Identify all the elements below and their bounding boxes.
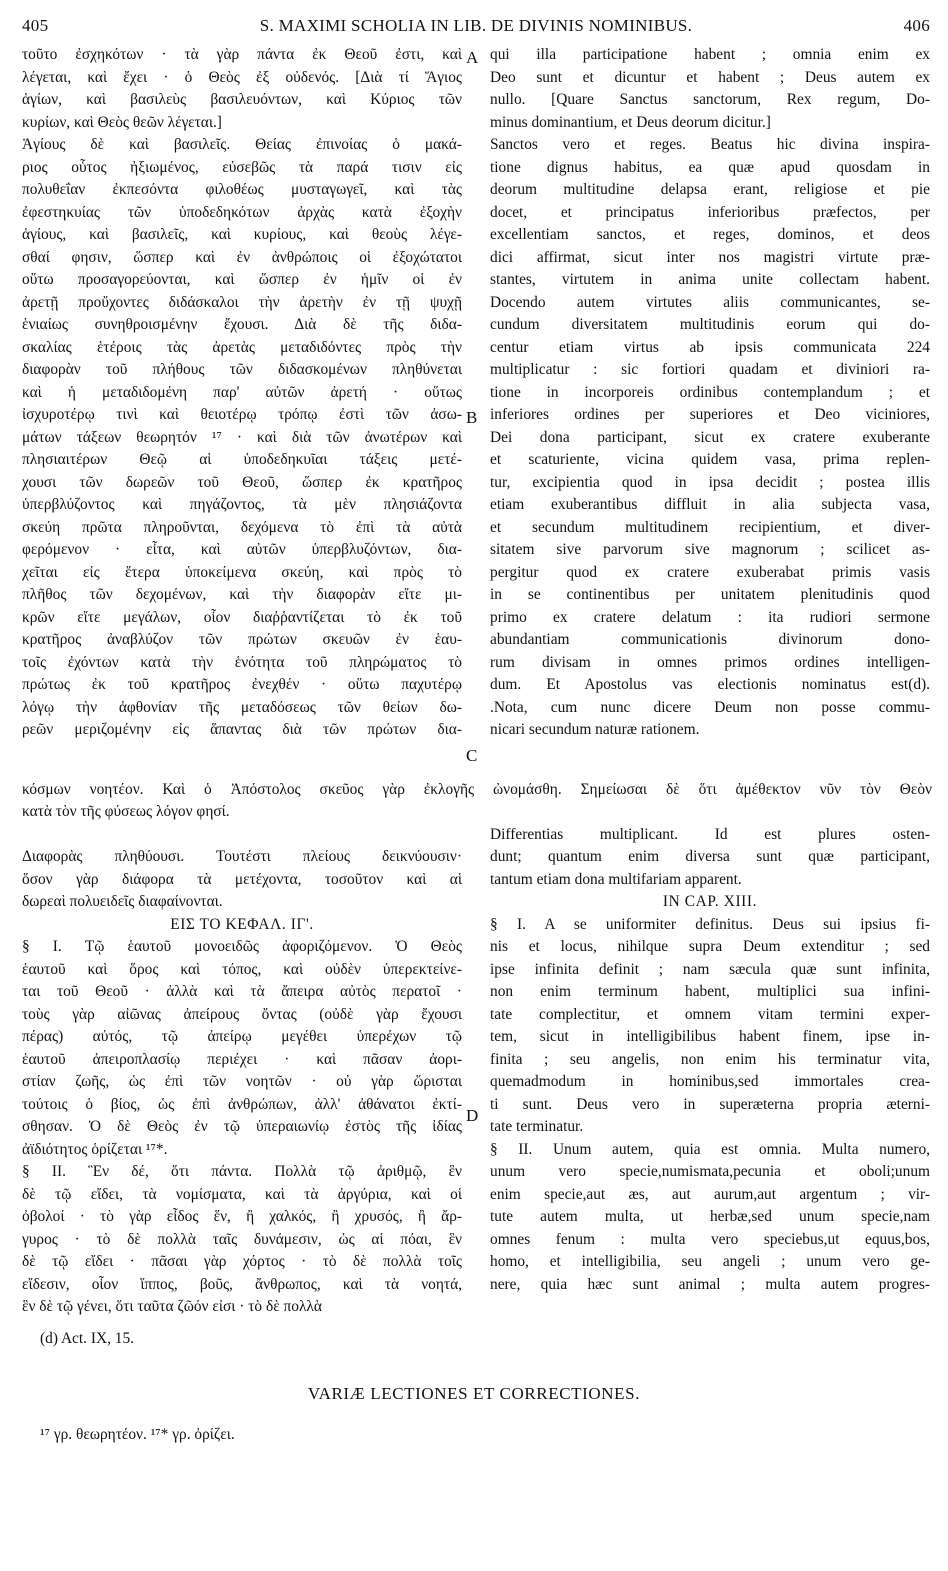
latin-top-line: etiam exuberantibus diffluit in alia subjecta vasa, — [490, 496, 930, 513]
greek-top-line: φερόμενον · εἶτα, καὶ αὐτῶν ὑπερβλυζόντων, δια- — [22, 541, 462, 558]
greek-top-line: διαφορὰν τοῦ πλήθους τῶν διδασκομένων πληθύνεται — [22, 361, 462, 378]
greek-top-line: ἐφεστηκυίας τῶν ὑποδεδηκότων ἀρχὰς κατὰ ἐξοχὴν — [22, 203, 462, 221]
latin-bottom-line: tate complectitur, et omnem vitam termini exper- — [490, 1005, 930, 1023]
greek-top-line: κρατῆρος ἀναβλύζον τῶν πρώτων σκευῶν ἐν ἑαυ- — [22, 631, 462, 648]
greek-top-line: λόγῳ τὴν ἀφθονίαν τῆς μεταδόσεως τῶν θείων δω- — [22, 698, 462, 716]
variae-lectiones-heading: VARIÆ LECTIONES ET CORRECTIONES. — [307, 1384, 641, 1403]
greek-top-line: πλησιαιτέρων Θεῷ αἱ ὑποδεδηκυῖαι τάξεις μετέ- — [22, 451, 462, 468]
greek-top-line: ἁγίων, καὶ βασιλεὺς βασιλευόντων, καὶ Κύριος τῶν — [22, 91, 462, 108]
greek-bottom-line: ἑαυτοῦ ἀπειροπλασίῳ περιέχει · καὶ πᾶσαν ἀορι- — [22, 1050, 462, 1068]
running-title: S. MAXIMI SCHOLIA IN LIB. DE DIVINIS NOMINIBUS. — [259, 16, 693, 35]
latin-bottom-line: Differentias multiplicant. Id est plures osten- — [490, 825, 930, 843]
latin-top-line: centur etiam virtus ab ipsis communicata 224 — [490, 338, 930, 356]
latin-top-line: Dei dona participant, sicut ex cratere exuberante — [490, 428, 930, 446]
latin-top-line: qui illa participatione habent ; omnia enim ex — [490, 46, 930, 63]
greek-bottom-line: Διαφορὰς πληθύουσι. Τουτέστι πλείους δεικνύουσιν· — [22, 848, 462, 865]
greek-top-line: χουσι τῶν δωρεῶν τοῦ Θεοῦ, ὥσπερ ἐκ κρατῆρος — [22, 473, 462, 491]
latin-column-top — [490, 44, 930, 742]
latin-top-line: Deo sunt et dicuntur et habent ; Deus autem ex — [490, 68, 930, 86]
greek-top-line: χεῖται εἰς ἕτερα ὑποκείμενα σκεύη, καὶ πρὸς τὸ — [22, 563, 462, 581]
latin-top-line: dum. Et Apostolus vas electionis nominatus est(d). — [490, 676, 930, 693]
latin-top-line: pergitur quod ex cratere exuberabat primis vasis — [490, 563, 930, 581]
greek-bottom-line: ΕΙΣ ΤΟ ΚΕΦΑΛ. ΙΓ'. — [170, 915, 314, 933]
greek-top-line: πλῆθος τῶν δεχομένων, καὶ τὴν διαφορὰν εἴτε μι- — [22, 586, 462, 603]
latin-top-line: et scaturiente, vicina quidem vasa, prima replen- — [490, 451, 930, 468]
latin-top-line: nullo. [Quare Sanctus sanctorum, Rex regum, Do- — [490, 91, 930, 108]
page-number-right: 406 — [903, 16, 930, 35]
greek-bottom-line — [22, 824, 462, 847]
latin-bottom-line: ipse infinita definit ; nam sæcula quæ sunt infinita, — [490, 960, 930, 978]
greek-bottom-line: σθησαν. Ὁ δὲ Θεὸς ἐν τῷ ὑπεραιωνίῳ ἐστὸς τῆς ἰδίας — [22, 1118, 462, 1135]
latin-top-line: tur, excipientia quod in ipsa decidit ; postea illis — [490, 473, 930, 491]
greek-bottom-line: § II. Ἓν δέ, ὅτι πάντα. Πολλὰ τῷ ἀριθμῷ, ἓν — [22, 1163, 462, 1180]
footnote: (d) Act. IX, 15. — [40, 1330, 135, 1347]
greek-bottom-line: ὅσον γὰρ διάφορα τὰ μετέχοντα, τοσοῦτον καὶ αἱ — [22, 870, 462, 888]
latin-top-line: .Nota, cum nunc dicere Deum non posse commu- — [490, 698, 930, 716]
latin-top-line: tione in incorporeis ordinibus contemplandum ; et — [490, 383, 930, 401]
section-marker-c: C — [466, 746, 478, 765]
greek-bottom-line: δὲ τῷ εἴδει, τὰ νομίσματα, καὶ τὰ ἀργύρια, καὶ οἱ — [22, 1185, 462, 1203]
latin-bottom-line: tute autem multa, ut herbæ,sed unum specie,nam — [490, 1208, 930, 1225]
greek-top-line: ἀρετῇ προὔχοντες διδάσκαλοι τὴν ἀρετὴν ἐν τῇ ψυχῇ — [22, 293, 462, 311]
greek-bottom-line: κατὰ τὸν τῆς φύσεως λόγον φησί. — [22, 803, 230, 820]
greek-top-line: καὶ ἡ μεταδιδομένη παρ' αὐτῶν ἀρετή · οὕτως — [22, 383, 462, 401]
latin-top-line: et secundum multitudinem recipientium, et diver- — [490, 518, 930, 536]
latin-top-line: deorum multitudine delapsa erant, religiose et pie — [490, 181, 930, 198]
greek-bottom-line: τοὺς γὰρ αἰῶνας ἀπείρους ὄντας (οὐδὲ γὰρ ἔχουσι — [22, 1005, 462, 1023]
latin-bottom-line: tem, sicut in intelligibilibus habent finem, ipse in- — [490, 1028, 930, 1045]
greek-top-line: σκαλίας ἑτέροις τὰς ἀρετὰς μεταδιδόντες πρὸς τὴν — [22, 338, 462, 356]
greek-top-line: κρῶν εἴτε μεγάλων, οἷον διαῤῥαντίζεται τὸ ἐκ τοῦ — [22, 608, 462, 626]
greek-bottom-line: ἓν δὲ τῷ γένει, ὅτι ταῦτα ζῶόν εἰσι · τὸ δὲ πολλὰ — [22, 1298, 322, 1315]
greek-bottom-line: ὀβολοί · τὸ γὰρ εἶδος ἕν, ἢ χαλκός, ἢ χρυσός, ἢ ἄρ- — [22, 1208, 462, 1225]
greek-top-line: ἁγίους, καὶ βασιλεῖς, καὶ κυρίους, καὶ θεοὺς λέγε- — [22, 226, 462, 243]
greek-top-line: μάτων τάξεων θεωρητόν ¹⁷ · καὶ διὰ τῶν ἀνωτέρων καὶ — [22, 428, 462, 446]
latin-bottom-line: finita ; seu angelis, non enim his terminatur vita, — [490, 1050, 930, 1068]
latin-top-line: multiplicatur : sic fortiori quadam et diviniori ra- — [490, 361, 930, 378]
latin-top-line: Docendo autem virtutes aliis communicantes, se- — [490, 293, 930, 311]
page-number-left: 405 — [22, 16, 49, 35]
greek-top-line: πολυθεΐαν ἐκπεσόντα φιλοθέως μυσταγωγεῖ, καὶ τὰς — [22, 181, 462, 198]
section-marker-d: D — [466, 1106, 479, 1125]
latin-top-line: nicari secundum naturæ rationem. — [490, 721, 700, 738]
latin-top-line: excellentiam sanctos, et reges, dominos, et deos — [490, 226, 930, 243]
latin-top-line: sitatem sive parvorum sive magnorum ; scilicet as- — [490, 541, 930, 558]
latin-bottom-line: tate terminatur. — [490, 1118, 584, 1135]
greek-top-line: Ἁγίους δὲ καὶ βασιλεῖς. Θείας ἐπινοίας ὁ μακά- — [22, 136, 462, 153]
greek-top-line: πρώτως ἐκ τοῦ κρατῆρος ἐνεχθέν · οὕτω παχυτέρῳ — [22, 676, 462, 693]
latin-top-line: in se continentibus per unitatem plenitudinis quod — [490, 586, 930, 603]
latin-bottom-line: homo, et intelligibilia, seu angeli ; unum vero ge- — [490, 1253, 930, 1270]
latin-bottom-line: nis et locus, nihilque supra Deum extenditur ; sed — [490, 938, 930, 955]
greek-top-line: ἑνιαίως συνηθροισμένην ἔχουσι. Διὰ δὲ τῆς διδα- — [22, 316, 462, 333]
latin-top-line: abundantiam communicationis divinorum dono- — [490, 631, 930, 648]
latin-bottom-line: § I. A se uniformiter definitus. Deus sui ipsius fi- — [490, 915, 930, 933]
greek-bottom-line: ἀϊδιότητος ὁρίζεται ¹⁷*. — [22, 1140, 168, 1158]
greek-top-line: κυρίων, καὶ Θεὸς θεῶν λέγεται.] — [22, 113, 222, 131]
greek-bottom-line: εἴδεσιν, οἷον ἵππος, βοῦς, ἄνθρωπος, καὶ τὰ νοητά, — [22, 1275, 462, 1293]
greek-top-line: ρεῶν μεριζομένην εἰς ἅπαντας διὰ τῶν πρώτων δια- — [22, 721, 462, 738]
latin-top-line: rum divisam in omnes primos ordines intelligen- — [490, 653, 930, 671]
latin-bottom-line: omnes fenum : multa vero speciebus,ut equus,bos, — [490, 1230, 930, 1248]
latin-top-line: primo ex cratere delatum : ita rudiori sermone — [490, 608, 930, 626]
greek-bottom-line: § I. Τῷ ἑαυτοῦ μονοειδῶς ἀφοριζόμενον. Ὁ Θεὸς — [22, 938, 462, 955]
section-marker-b: B — [466, 408, 478, 427]
greek-top-line: τοῦτο ἐσχηκότων · τὰ γὰρ πάντα ἐκ Θεοῦ ἐστι, καὶ — [22, 46, 462, 63]
greek-bottom-line: τούτοις ὁ βίος, ὡς ἐπὶ ἀνθρώπων, ἀλλ' ἀθάνατοι ἐκτί- — [22, 1095, 462, 1113]
greek-top-line: ἰσχυροτέρῳ τινὶ καὶ θειοτέρῳ τρόπῳ ἐστὶ τῶν ἀσω- — [22, 406, 462, 423]
greek-top-line: σθαί φησιν, ὥσπερ καὶ ἐν ἀνθρώποις οἱ ἐξοχώτατοι — [22, 248, 462, 266]
greek-bottom-line: ἑαυτοῦ καὶ ὅρος καὶ τόπος, καὶ οὐδὲν ὑπερεκτείνε- — [22, 960, 462, 978]
page-header — [22, 16, 930, 42]
latin-top-line: minus dominantium, et Deus deorum dicitur.] — [490, 113, 771, 131]
greek-top-line: λέγεται, καὶ ἔχει · ὁ Θεὸς ἐξ οὐδενός. [Διὰ τί Ἅγιος — [22, 68, 462, 86]
latin-top-line: cundum diversitatem multitudinis eorum qui do- — [490, 316, 930, 333]
latin-top-line: inferiores ordines per superiores et Deo viciniores, — [490, 406, 930, 423]
latin-bottom-line: ti sunt. Deus vero in superæterna propria æterni- — [490, 1095, 930, 1113]
greek-bottom-line: πέρας) αὐτός, τῷ ἀπείρῳ μεγέθει ὑπερέχων τῷ — [22, 1028, 462, 1045]
spanning-line: κόσμων νοητέον. Καὶ ὁ Ἀπόστολος σκεῦος γὰρ ἐκλογῆς ὠνομάσθη. Σημείωσαι δὲ ὅτι ἀμέθεκτον νῦν τὸν Θεὸν — [22, 781, 932, 798]
latin-bottom-line: dunt; quantum enim diversa sunt quæ participant, — [490, 848, 930, 865]
greek-column-top — [22, 44, 462, 742]
greek-column-bottom — [22, 801, 462, 1319]
latin-bottom-line — [490, 801, 930, 824]
greek-bottom-line: δωρεαὶ πολυειδεῖς διαφαίνονται. — [22, 893, 223, 910]
greek-top-line: οὕτω προσαγορεύονται, καὶ ὥσπερ ἐν ἡμῖν οἱ ἐν — [22, 271, 462, 288]
latin-bottom-line: non enim terminum habent, multiplici sua infini- — [490, 983, 930, 1000]
latin-top-line: tione dignus habitus, ea quæ apud quosdam in — [490, 158, 930, 176]
latin-bottom-line: nere, quia hæc sunt animal ; multa autem progres- — [490, 1275, 930, 1293]
latin-top-line: docet, et principatus inferioribus præfectos, per — [490, 203, 930, 221]
greek-top-line: τοῖς ἐχόντων κατὰ τὴν ἑνότητα τοῦ πληρώματος τὸ — [22, 653, 462, 671]
latin-top-line: stantes, virtutem in anima unite collectam habent. — [490, 271, 930, 288]
latin-bottom-line: IN CAP. XIII. — [662, 893, 758, 910]
section-marker-a: A — [466, 48, 479, 67]
greek-bottom-line: στίαν ζωῆς, ὡς ἐπὶ τῶν νοητῶν · οὐ γὰρ ὥρισται — [22, 1073, 462, 1090]
greek-bottom-line: ται τοῦ Θεοῦ · ἀλλὰ καὶ τὰ ἄπειρα αὐτὸς περατοῖ · — [22, 983, 462, 1000]
greek-bottom-line: γυρος · τὸ δὲ πολλὰ ταῖς δυνάμεσιν, ὡς αἱ πόαι, ἓν — [22, 1230, 462, 1248]
latin-bottom-line: quemadmodum in hominibus,sed immortales crea- — [490, 1073, 930, 1090]
variae-lectiones-readings: ¹⁷ γρ. θεωρητέον. ¹⁷* γρ. ὀρίζει. — [40, 1426, 235, 1443]
greek-top-line: ὑπερβλύζοντος καὶ πηγάζοντος, τὰ μὲν πλησιάζοντα — [22, 496, 462, 513]
greek-bottom-line: δὲ τῷ εἴδει · πᾶσαι γὰρ χόρτος · τὸ δὲ πολλὰ τοῖς — [22, 1253, 462, 1270]
latin-bottom-line: enim specie,aut æs, aut aurum,aut argentum ; vir- — [490, 1185, 930, 1203]
latin-top-line: dici affirmat, sicut inter nos magistri virtute præ- — [490, 248, 930, 266]
latin-bottom-line: tantum etiam dona multifariam apparent. — [490, 870, 742, 888]
latin-column-bottom — [490, 801, 930, 1296]
latin-bottom-line: unum vero specie,numismata,pecunia et oboli;unum — [490, 1163, 930, 1180]
greek-top-line: ριος οὗτος ἠξιωμένος, εὐσεβῶς τὰ παρά τισιν εἰς — [22, 158, 462, 176]
latin-bottom-line: § II. Unum autem, quia est omnia. Multa numero, — [490, 1140, 930, 1158]
greek-top-line: σκεύη πρῶτα πληροῦνται, δεχόμενα τὸ ἐπὶ τὰ αὐτὰ — [22, 518, 462, 536]
latin-top-line: Sanctos vero et reges. Beatus hic divina inspira- — [490, 136, 930, 153]
